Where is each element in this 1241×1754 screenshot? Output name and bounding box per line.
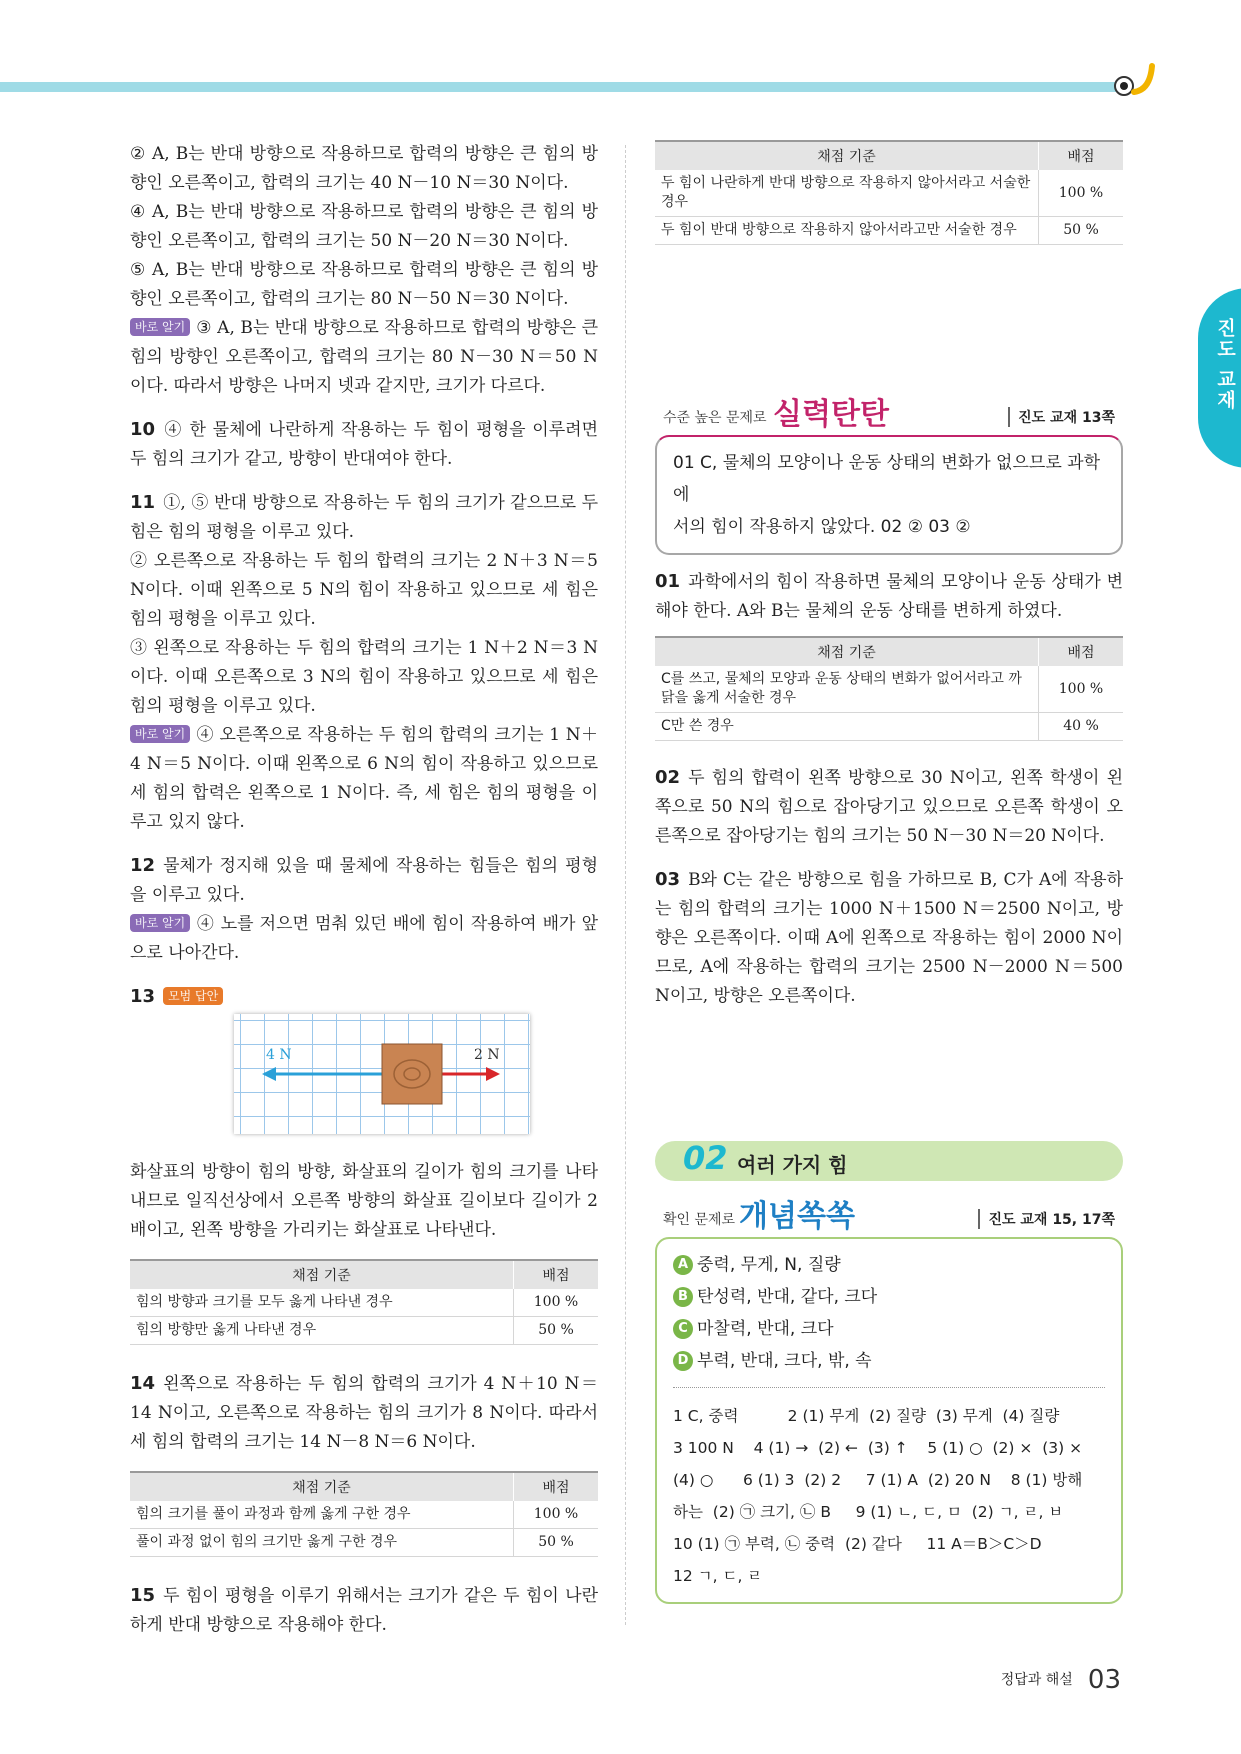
q9-opt5: ⑤ A, B는 반대 방향으로 작용하므로 합력의 방향은 큰 힘의 방향인 오른쪽이고, 합력의 크기는 80 N－50 N＝30 N이다. [130,260,598,309]
table-row: 힘의 방향과 크기를 모두 옳게 나타낸 경우 100 % [130,1289,598,1317]
table-header: 채점 기준 [655,637,1039,666]
concept-item: B 탄성력, 반대, 같다, 크다 [673,1281,1105,1313]
score-table-top [655,140,1123,245]
gaenyeom-title: 개념쏙쏙 [739,1199,855,1234]
baro-badge: 바로 알기 [130,725,190,743]
concept-item: D 부력, 반대, 크다, 밖, 속 [673,1345,1105,1377]
r01: 01 과학에서의 힘이 작용하면 물체의 모양이나 운동 상태가 변해야 한다. A와 B는 물체의 운동 상태를 변하게 하였다. [655,571,1123,621]
baro-badge: 바로 알기 [130,914,190,932]
concept-item: A 중력, 무게, N, 질량 [673,1249,1105,1281]
side-tab-label: 진도 교재 [1214,318,1236,411]
table-header: 배점 [514,1472,599,1501]
q10: 10 ④ 한 물체에 나란하게 작용하는 두 힘이 평형을 이루려면 두 힘의 크기가 같고, 방향이 반대여야 한다. [130,419,598,469]
q9-baro: 바로 알기 ③ A, B는 반대 방향으로 작용하므로 합력의 방향은 큰 힘의 방향인 오른쪽이고, 합력의 크기는 80 N－30 N＝50 N이다. 따라서 방향은 나머지 넷과 같지만, 크기가 다르다. [130,318,598,396]
column-divider [625,145,626,1625]
score-table-01 [655,636,1123,741]
q11-opt2: ② 오른쪽으로 작용하는 두 힘의 합력의 크기는 2 N＋3 N＝5 N이다. 이때 왼쪽으로 5 N의 힘이 작용하고 있으므로 세 힘은 힘의 평형을 이루고 있다. [130,551,598,629]
silryeok-header: 수준 높은 문제로 실력탄탄 진도 교재 13쪽 [655,395,1123,435]
concept-item: C 마찰력, 반대, 크다 [673,1313,1105,1345]
table-row: 두 힘이 나란하게 반대 방향으로 작용하지 않아서라고 서술한 경우 100 % [655,170,1123,217]
table-row: 풀이 과정 없이 힘의 크기만 옳게 구한 경우 50 % [130,1529,598,1557]
q12-baro: 바로 알기 ④ 노를 저으면 멈춰 있던 배에 힘이 작용하여 배가 앞으로 나아간다. [130,914,598,963]
table-header: 채점 기준 [130,1260,514,1289]
decor-bookmark-icon [1110,62,1160,112]
table-header: 배점 [1039,141,1124,170]
gaenyeom-header: 확인 문제로 개념쏙쏙 진도 교재 15, 17쪽 [655,1197,1123,1237]
silryeok-answers: 01 C, 물체의 모양이나 운동 상태의 변화가 없으므로 과학에 서의 힘이 작용하지 않았다. 02 ② 03 ② [655,435,1123,555]
right-arrow-head [486,1067,500,1081]
right-force-label: 2 N [474,1047,500,1063]
answer-line: 3 100 N 4 (1) → (2) ← (3) ↑ 5 (1) ○ (2) × (3) × [673,1439,1083,1457]
left-column [130,140,598,1640]
page-number: 03 [1087,1665,1121,1695]
answer-line: 하는 (2) ㉠ 크기, ㉡ B 9 (1) ㄴ, ㄷ, ㅁ (2) ㄱ, ㄹ, ㅂ [673,1503,1064,1521]
model-answer-badge: 모범 답안 [163,987,223,1005]
q11-baro: 바로 알기 ④ 오른쪽으로 작용하는 두 힘의 합력의 크기는 1 N＋4 N＝5 N이다. 이때 왼쪽으로 6 N의 힘이 작용하고 있으므로 세 힘의 합력은 왼쪽으로 1 N이다. 즉, 세 힘은 힘의 평형을 이루고 있지 않다. [130,725,598,832]
wood-block [382,1044,442,1104]
force-arrows [234,1014,530,1134]
left-force-label: 4 N [266,1047,292,1063]
table-header: 채점 기준 [655,141,1039,170]
q13-head: 13 모범 답안 [130,982,598,1012]
q13-text: 화살표의 방향이 힘의 방향, 화살표의 길이가 힘의 크기를 나타내므로 일직선상에서 오른쪽 방향의 화살표 길이보다 길이가 2배이고, 왼쪽 방향을 가리키는 화살표로 나타낸다. [130,1162,598,1240]
top-decor-bar [0,82,1125,92]
q9-opt4: ④ A, B는 반대 방향으로 작용하므로 합력의 방향은 큰 힘의 방향인 오른쪽이고, 합력의 크기는 50 N－20 N＝30 N이다. [130,202,598,251]
table-row: 힘의 크기를 풀이 과정과 함께 옳게 구한 경우 100 % [130,1501,598,1529]
dotted-divider [673,1387,1105,1388]
r03: 03 B와 C는 같은 방향으로 힘을 가하므로 B, C가 A에 작용하는 힘의 합력의 크기는 1000 N＋1500 N＝2500 N이고, 방향은 오른쪽이다. 이때 A에 왼쪽으로 작용하는 힘이 2000 N이므로, A에 작용하는 합력의 크기는 2500 N－2000 N＝500 N이고, 방향은 오른쪽이다. [655,869,1123,1006]
r02: 02 두 힘의 합력이 왼쪽 방향으로 30 N이고, 왼쪽 학생이 왼쪽으로 50 N의 힘으로 잡아당기고 있으므로 오른쪽 학생이 오른쪽으로 잡아당기는 힘의 크기는 50 N－30 N＝20 N이다. [655,767,1123,846]
answer-line: 12 ㄱ, ㄷ, ㄹ [673,1567,763,1585]
table-header: 채점 기준 [130,1472,514,1501]
force-diagram [234,1014,530,1134]
table-row: 두 힘이 반대 방향으로 작용하지 않아서라고만 서술한 경우 50 % [655,217,1123,245]
table-row: C를 쓰고, 물체의 모양과 운동 상태의 변화가 없어서라고 까닭을 옳게 서술한 경우 100 % [655,666,1123,713]
right-column [655,140,1123,1604]
gaenyeom-answers [655,1237,1123,1604]
q14: 14 왼쪽으로 작용하는 두 힘의 합력의 크기가 4 N＋10 N＝14 N이고, 오른쪽으로 작용하는 힘의 크기가 8 N이다. 따라서 세 힘의 합력의 크기는 14 N－8 N＝6 N이다. [130,1373,598,1452]
section-02-bar: 02 여러 가지 힘 [655,1141,1123,1181]
q15: 15 두 힘이 평형을 이루기 위해서는 크기가 같은 두 힘이 나란하게 반대 방향으로 작용해야 한다. [130,1585,598,1635]
answer-line: (4) ○ 6 (1) 3 (2) 2 7 (1) A (2) 20 N 8 (1) 방해 [673,1471,1083,1489]
q11: 11 ①, ⑤ 반대 방향으로 작용하는 두 힘의 크기가 같으므로 두 힘은 힘의 평형을 이루고 있다. [130,492,598,542]
answer-line: 1 C, 중력 2 (1) 무게 (2) 질량 (3) 무게 (4) 질량 [673,1407,1060,1425]
table-header: 배점 [1039,637,1124,666]
page-footer: 정답과 해설 03 [1000,1665,1121,1695]
table-row: 힘의 방향만 옳게 나타낸 경우 50 % [130,1317,598,1345]
side-tab [1198,288,1241,468]
q9-opt2: ② A, B는 반대 방향으로 작용하므로 합력의 방향은 큰 힘의 방향인 오른쪽이고, 합력의 크기는 40 N－10 N＝30 N이다. [130,144,598,193]
table-header: 배점 [514,1260,599,1289]
q12: 12 물체가 정지해 있을 때 물체에 작용하는 힘들은 힘의 평형을 이루고 있다. [130,855,598,905]
silryeok-title: 실력탄탄 [773,397,889,432]
table-row: C만 쓴 경우 40 % [655,713,1123,741]
answer-line: 10 (1) ㉠ 부력, ㉡ 중력 (2) 같다 11 A＝B＞C＞D [673,1535,1042,1553]
score-table-13 [130,1259,598,1345]
q11-opt3: ③ 왼쪽으로 작용하는 두 힘의 합력의 크기는 1 N＋2 N＝3 N이다. 이때 오른쪽으로 3 N의 힘이 작용하고 있으므로 세 힘은 힘의 평형을 이루고 있다. [130,638,598,716]
left-arrow-head [262,1067,276,1081]
score-table-14 [130,1471,598,1557]
baro-badge: 바로 알기 [130,318,190,336]
